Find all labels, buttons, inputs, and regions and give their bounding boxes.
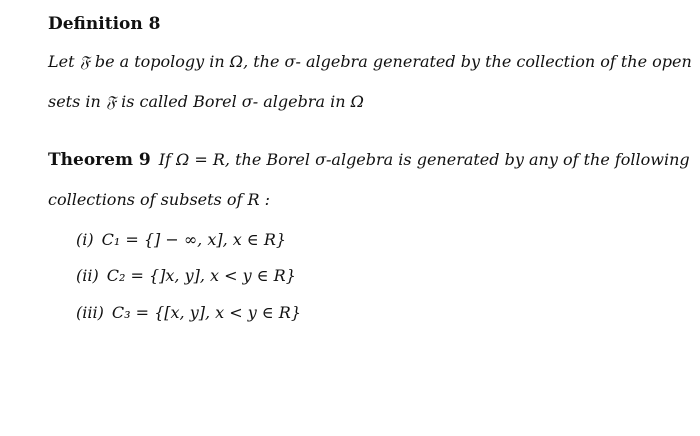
list-item (76, 230, 286, 250)
item-label: (i) (76, 230, 94, 249)
definition-heading: Definition 8 (48, 14, 161, 34)
theorem-statement: If Ω = R, the Borel σ-algebra is generated by any of the following (158, 150, 690, 169)
list-item (76, 266, 296, 286)
item-formula: C₃ = {[x, y], x < y ∈ R} (111, 303, 302, 322)
item-formula: C₂ = {]x, y], x < y ∈ R} (106, 266, 296, 285)
theorem-line-2: collections of subsets of R : (48, 190, 271, 209)
theorem-heading: Theorem 9 (48, 150, 151, 170)
item-formula: C₁ = {] − ∞, x], x ∈ R} (101, 230, 287, 249)
definition-line-2: sets in 𝔉 is called Borel σ- algebra in Ω (48, 92, 364, 111)
definition-line-1: Let 𝔉 be a topology in Ω, the σ- algebra generated by the collection of the open (48, 52, 692, 71)
theorem-line-1 (48, 150, 690, 170)
list-item (76, 303, 301, 323)
item-label: (iii) (76, 303, 104, 322)
item-label: (ii) (76, 266, 99, 285)
